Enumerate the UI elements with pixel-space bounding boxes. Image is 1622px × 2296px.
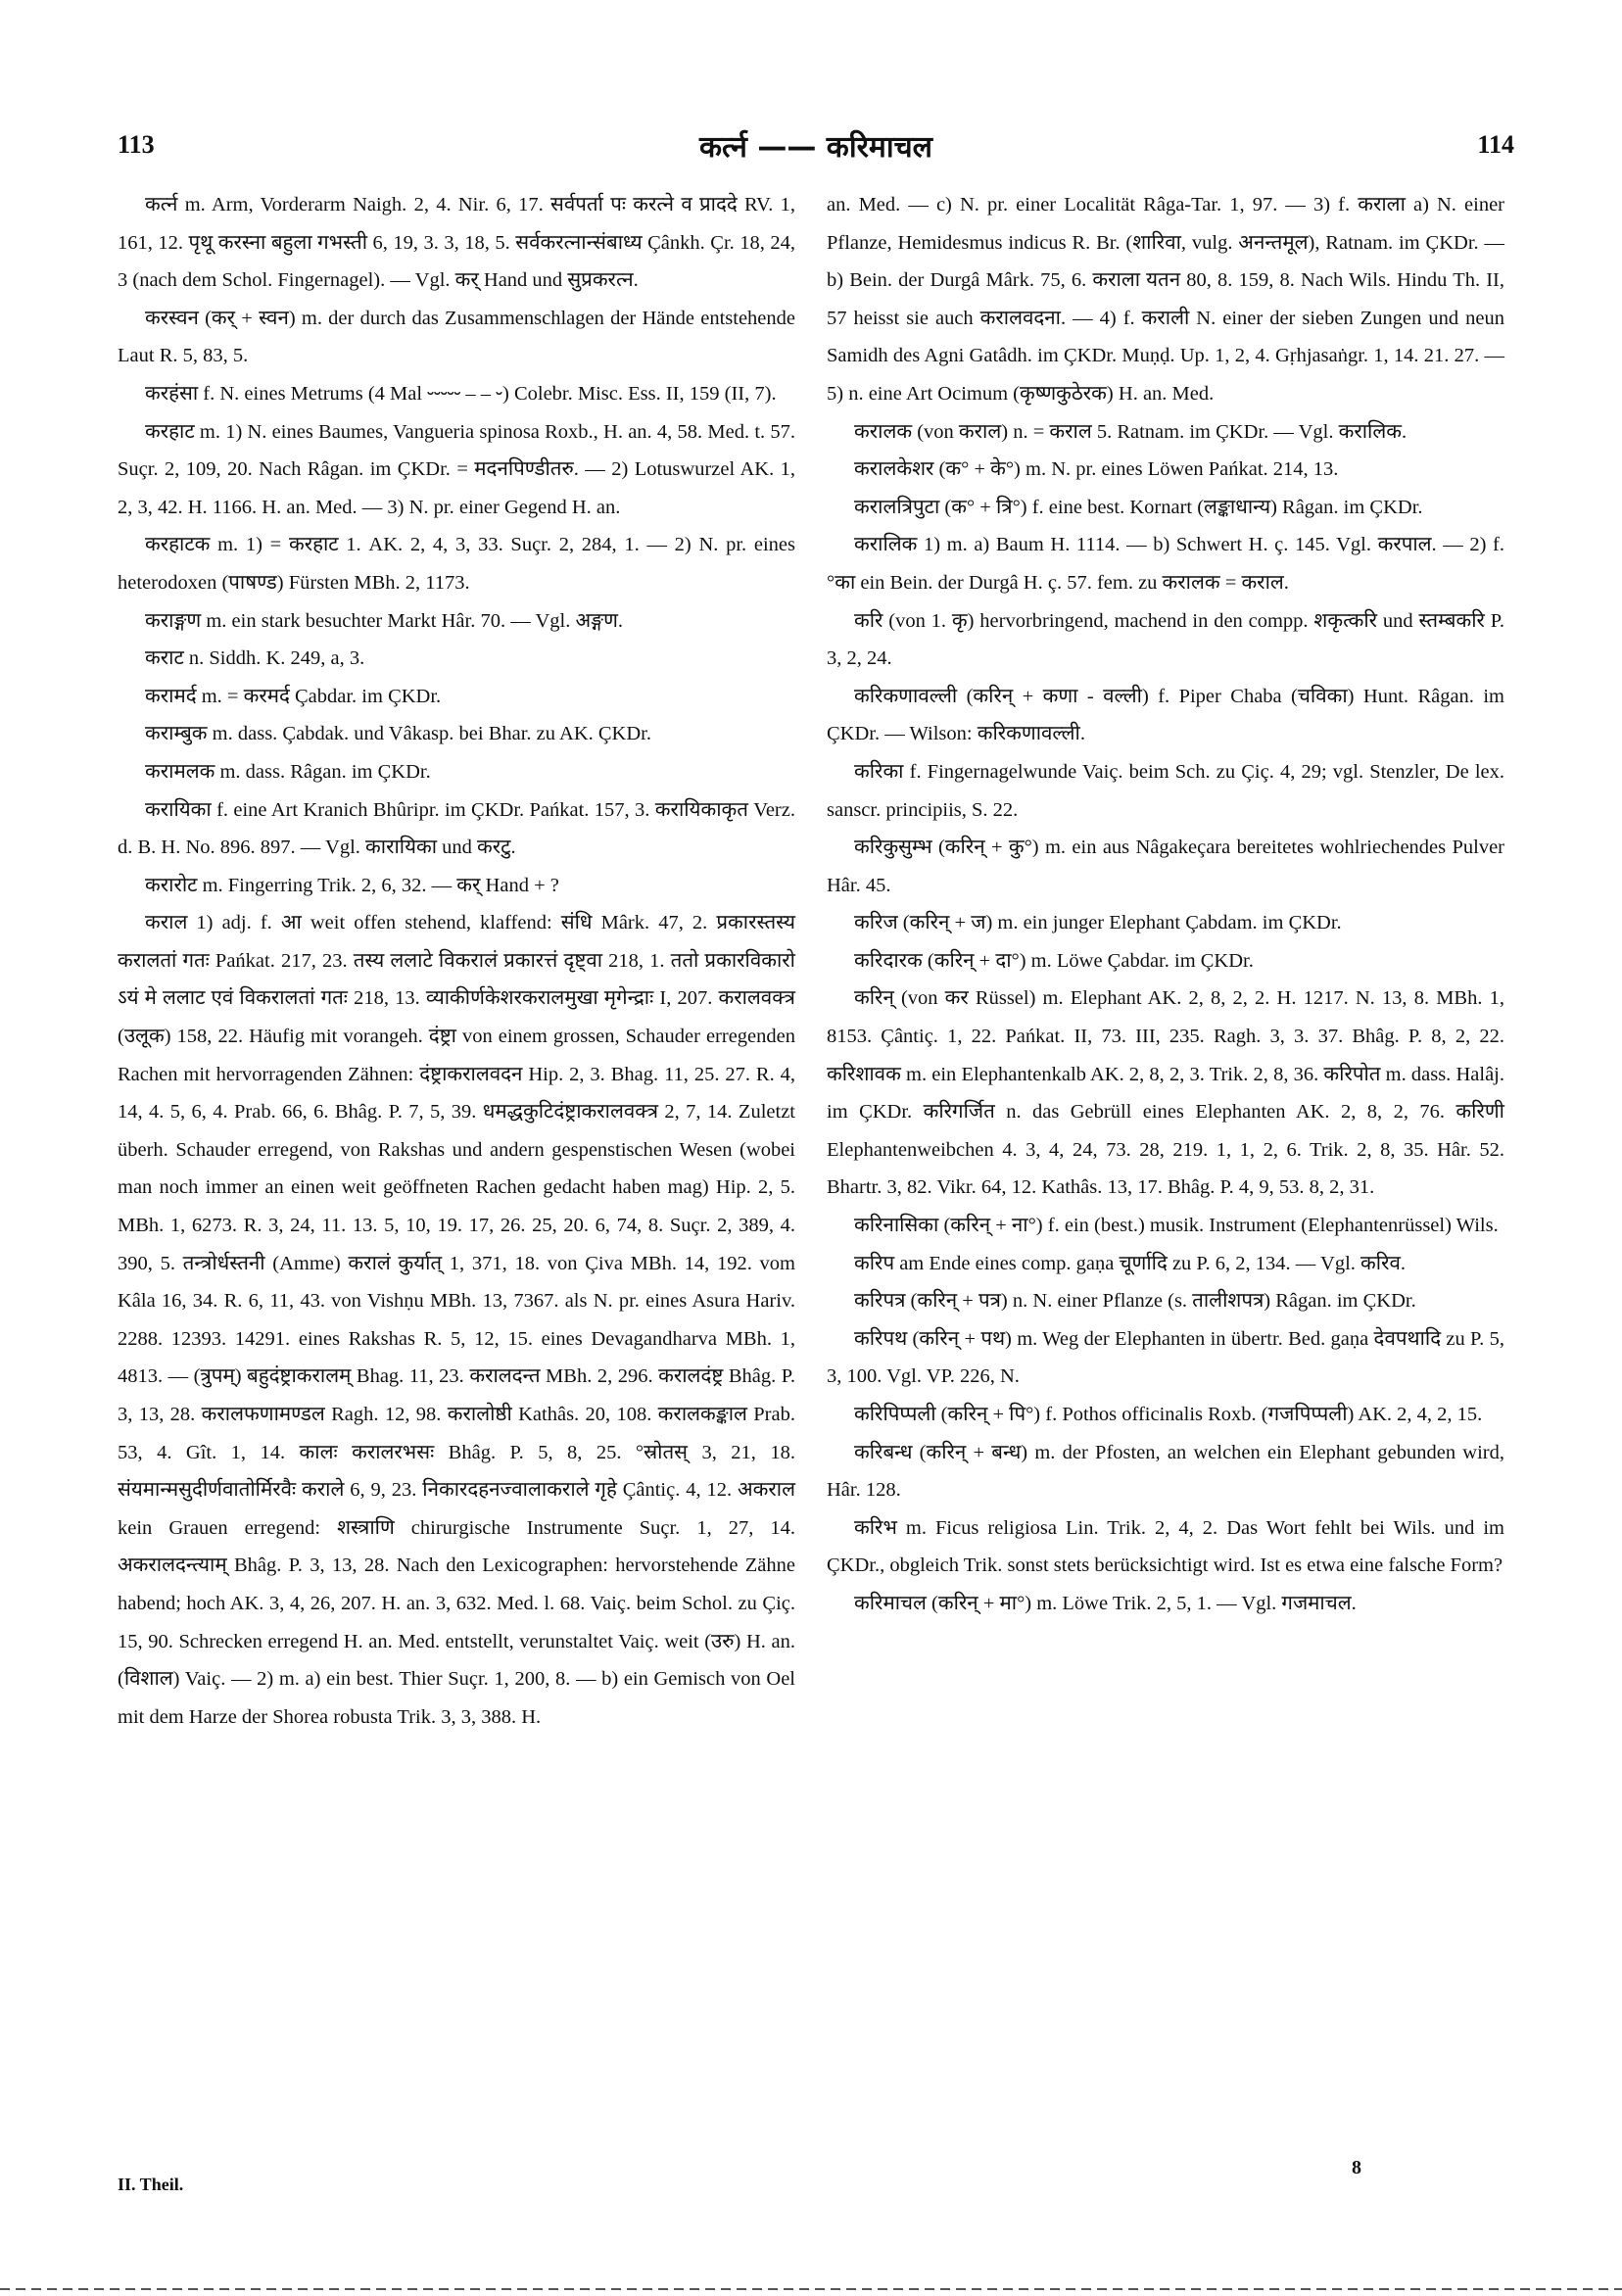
entry: करालकेशर (क° + के°) m. N. pr. eines Löwen Pańkat. 214, 13. xyxy=(854,458,1339,481)
running-title: कर्त्न —— करिमाचल xyxy=(699,129,932,165)
entry: कराट n. Siddh. K. 249, a, 3. xyxy=(145,647,365,670)
running-header xyxy=(118,125,1514,165)
entry: करहाट m. 1) N. eines Baumes, Vangueria spinosa Roxb., H. an. 4, 58. Med. t. 57. Suçr. 2, 109, 20. Nach Râgan. im ÇKDr. = मदनपिण्डीतरु. — 2) Lotuswurzel AK. 1, 2, 3, 42. H. 1166. H. an. Med. — 3) N. pr. einer Gegend H. an. xyxy=(118,420,795,518)
entry: करिपिप्पली (करिन् + पि°) f. Pothos officinalis Roxb. (गजपिप्पली) AK. 2, 4, 2, 15. xyxy=(854,1404,1483,1425)
entry: कराल 1) adj. f. आ weit offen stehend, klaffend: संधि Mârk. 47, 2. प्रकारस्तस्य करालतां गतः Pańkat. 217, 23. तस्य ललाटे विकरालं प्रकारत्तं दृष्ट्वा 218, 1. ततो प्रकारविकारो ऽयं मे ललाट एवं विकरालतां गतः 218, 13. व्याकीर्णकेशरकरालमुखा मृगेन्द्राः I, 207. करालवक्त्र (उलूक) 158, 22. Häufig mit vorangeh. दंष्ट्रा von einem grossen, Schauder erregenden Rachen mit hervorragenden Zähnen: दंष्ट्राकरालवदन Hip. 2, 3. Bhag. 11, 25. 27. R. 4, 14, 4. 5, 6, 4. Prab. 66, 6. Bhâg. P. 7, 5, 39. धमद्धकुटिदंष्ट्राकरालवक्त्र 2, 7, 14. Zuletzt überh. Schauder erregend, von Rakshas und andern gespenstischen Wesen (wobei man noch immer an einen weit geöffneten Rachen gedacht haben mag) Hip. 2, 5. MBh. 1, 6273. R. 3, 24, 11. 13. 5, 10, 19. 17, 26. 25, 20. 6, 74, 8. Suçr. 2, 389, 4. 390, 5. तन्त्रोर्धस्तनी (Amme) करालं कुर्यात् 1, 371, 18. von Çiva MBh. 14, 192. vom Kâla 16, 34. R. 6, 11, 43. von Vishṇu MBh. 13, 7367. als N. pr. eines Asura Hariv. 2288. 12393. 14291. eines Rakshas R. 5, 12, 15. eines Devagandharva MBh. 1, 4813. — (त्रुपम्) बहुदंष्ट्राकरालम् Bhag. 11, 23. करालदन्त MBh. 2, 296. करालदंष्ट्र Bhâg. P. 3, 13, 28. करालफणामण्डल Ragh. 12, 98. करालोष्ठी Kathâs. 20, 108. करालकङ्काल Prab. 53, 4. Gît. 1, 14. कालः करालरभसः Bhâg. P. 5, 8, 25. °स्रोतस् 3, 21, 18. संयमान्मसुदीर्णवातोर्मिरवैः कराले 6, 9, 23. निकारदहनज्वालाकराले गृहे Çântiç. 4, 12. अकराल kein Grauen erregend: शस्त्राणि chirurgische Instrumente Suçr. 1, 27, 14. अकरालदन्त्याम् Bhâg. P. 3, 13, 28. Nach den Lexicographen: hervorstehende Zähne habend; hoch AK. 3, 4, 26, 207. H. an. 3, 632. Med. l. 68. Vaiç. beim Schol. zu Çiç. 15, 90. Schrecken erregend H. an. Med. entstellt, verunstaltet Vaiç. weit (उरु) H. an. (विशाल) Vaiç. — 2) m. a) ein best. Thier Suçr. 1, 200, 8. — b) ein Gemisch von Oel mit dem Harze der Shorea robusta Trik. 3, 3, 388. H. xyxy=(118,912,795,1728)
entry: कर्त्न m. Arm, Vorderarm Naigh. 2, 4. Nir. 6, 17. सर्वपर्ता पः करत्ने व प्राददे RV. 1, 161, 12. पृथू करस्ना बहुला गभस्ती 6, 19, 3. 3, 18, 5. सर्वकरत्नान्संबाध्य Çânkh. Çr. 18, 24, 3 (nach dem Schol. Fingernagel). — Vgl. कर् Hand und सुप्रकरत्न. xyxy=(118,194,795,292)
entry: करिपत्र (करिन् + पत्र) n. N. einer Pflanze (s. तालीशपत्र) Râgan. im ÇKDr. xyxy=(854,1290,1416,1313)
entry: करिनासिका (करिन् + ना°) f. ein (best.) musik. Instrument (Elephantenrüssel) Wils. xyxy=(854,1215,1499,1237)
bottom-rule xyxy=(0,2288,1622,2290)
entry: करालिक 1) m. a) Baum H. 1114. — b) Schwert H. ç. 145. Vgl. करपाल. — 2) f. °का ein Bein. der Durgâ H. ç. 57. fem. zu करालक = कराल. xyxy=(827,534,1504,594)
entry: करालक (von कराल) n. = कराल 5. Ratnam. im ÇKDr. — Vgl. करालिक. xyxy=(854,420,1407,443)
entry: करिज (करिन् + ज) m. ein junger Elephant Çabdam. im ÇKDr. xyxy=(854,912,1342,934)
entry: करिकणावल्ली (करिन् + कणा - वल्ली) f. Piper Chaba (चविका) Hunt. Râgan. im ÇKDr. — Wilson: करिकणावल्ली. xyxy=(827,685,1504,745)
entry-continuation: an. Med. — c) N. pr. einer Localität Râga-Tar. 1, 97. — 3) f. कराला a) N. einer Pflanze, Hemidesmus indicus R. Br. (शारिवा, vulg. अनन्तमूल), Ratnam. im ÇKDr. — b) Bein. der Durgâ Mârk. 75, 6. कराला यतन 80, 8. 159, 8. Nach Wils. Hindu Th. II, 57 heisst sie auch करालवदना. — 4) f. कराली N. einer der sieben Zungen und neun Samidh des Agni Gatâdh. im ÇKDr. Muṇḍ. Up. 1, 2, 4. Gṛhjasaṅgr. 1, 14. 21. 27. — 5) n. eine Art Ocimum (कृष्णकुठेरक) H. an. Med. xyxy=(827,194,1504,405)
entry: करहंसा f. N. eines Metrums (4 Mal ⏑⏑⏑⏑⏑ – – ⏑) Colebr. Misc. Ess. II, 159 (II, 7). xyxy=(145,382,777,405)
left-column xyxy=(118,186,795,1736)
left-page-number: 113 xyxy=(118,130,155,159)
entry: करिदारक (करिन् + दा°) m. Löwe Çabdar. im ÇKDr. xyxy=(854,949,1254,972)
entry: करायिका f. eine Art Kranich Bhûripr. im ÇKDr. Pańkat. 157, 3. करायिकाकृत Verz. d. B. H. No. 896. 897. — Vgl. कारायिका und करटु. xyxy=(118,798,795,859)
signature-mark: II. Theil. xyxy=(118,2175,184,2194)
sheet-number: 8 xyxy=(1352,2157,1361,2178)
entry: करिका f. Fingernagelwunde Vaiç. beim Sch. zu Çiç. 4, 29; vgl. Stenzler, De lex. sanscr. principiis, S. 22. xyxy=(827,760,1504,821)
entry: करिमाचल (करिन् + मा°) m. Löwe Trik. 2, 5, 1. — Vgl. गजमाचल. xyxy=(854,1592,1357,1614)
entry: करामलक m. dass. Râgan. im ÇKDr. xyxy=(145,760,431,783)
entry: करि (von 1. कृ) hervorbringend, machend in den compp. शकृत्करि und स्तम्बकरि P. 3, 2, 24. xyxy=(827,609,1504,670)
entry: कराङ्गण m. ein stark besuchter Markt Hâr. 70. — Vgl. अङ्गण. xyxy=(145,609,624,632)
entry: करिप am Ende eines comp. gaṇa चूर्णादि zu P. 6, 2, 134. — Vgl. करिव. xyxy=(854,1252,1407,1274)
entry: करिबन्ध (करिन् + बन्ध) m. der Pfosten, an welchen ein Elephant gebunden wird, Hâr. 128. xyxy=(827,1441,1504,1502)
entry: करस्वन (कर् + स्वन) m. der durch das Zusammenschlagen der Hände entstehende Laut R. 5, 83, 5. xyxy=(118,307,795,367)
right-page-number: 114 xyxy=(1477,130,1514,159)
entry: करामर्द m. = करमर्द Çabdar. im ÇKDr. xyxy=(145,685,442,707)
right-column xyxy=(827,186,1504,1623)
entry: करिपथ (करिन् + पथ) m. Weg der Elephanten in übertr. Bed. gaṇa देवपथादि zu P. 5, 3, 100. Vgl. VP. 226, N. xyxy=(827,1327,1504,1388)
entry: करालत्रिपुटा (क° + त्रि°) f. eine best. Kornart (लङ्काधान्य) Râgan. im ÇKDr. xyxy=(854,496,1423,518)
entry: करिकुसुम्भ (करिन् + कु°) m. ein aus Nâgakeçara bereitetes wohlriechendes Pulver Hâr. 45. xyxy=(827,837,1504,896)
page-footer xyxy=(118,2157,1504,2204)
entry: करिन् (von कर Rüssel) m. Elephant AK. 2, 8, 2, 2. H. 1217. N. 13, 8. MBh. 1, 8153. Çântiç. 1, 22. Pańkat. II, 73. III, 235. Ragh. 3, 3. 37. Bhâg. P. 8, 2, 22. करिशावक m. ein Elephantenkalb AK. 2, 8, 2, 3. Trik. 2, 8, 36. करिपोत m. dass. Halâj. im ÇKDr. करिगर्जित n. das Gebrüll eines Elephanten AK. 2, 8, 2, 76. करिणी Elephantenweibchen 4. 3, 4, 24, 73. 28, 219. 1, 1, 2, 6. Trik. 2, 8, 35. Hâr. 52. Bhartr. 3, 82. Vikr. 64, 12. Kathâs. 13, 17. Bhâg. P. 4, 9, 53. 8, 2, 31. xyxy=(827,987,1504,1199)
entry: करिभ m. Ficus religiosa Lin. Trik. 2, 4, 2. Das Wort fehlt bei Wils. und im ÇKDr., obgleich Trik. sonst stets berücksichtigt wird. Ist es etwa eine falsche Form? xyxy=(827,1516,1504,1577)
entry: करहाटक m. 1) = करहाट 1. AK. 2, 4, 3, 33. Suçr. 2, 284, 1. — 2) N. pr. eines heterodoxen (पाषण्ड) Fürsten MBh. 2, 1173. xyxy=(118,534,795,594)
entry: कराम्बुक m. dass. Çabdak. und Vâkasp. bei Bhar. zu AK. ÇKDr. xyxy=(145,723,651,745)
entry: करारोट m. Fingerring Trik. 2, 6, 32. — कर् Hand + ? xyxy=(145,874,559,896)
